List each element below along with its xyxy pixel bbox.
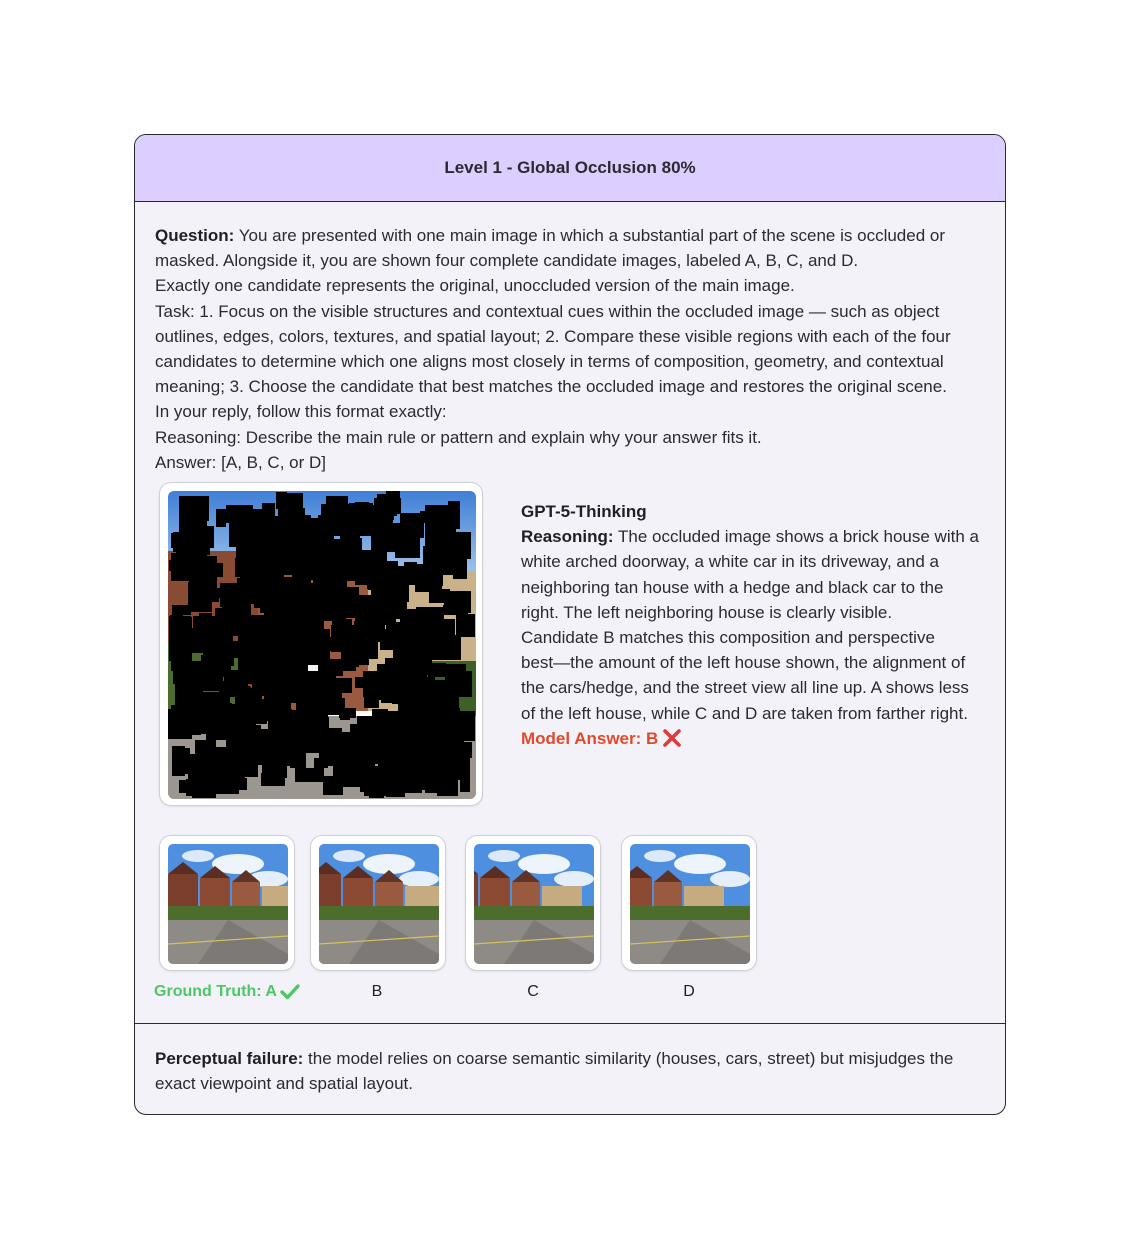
candidate-c bbox=[465, 835, 601, 971]
candidate-a-image bbox=[168, 844, 288, 964]
model-answer: Model Answer: B bbox=[521, 726, 682, 751]
model-response bbox=[521, 499, 997, 751]
candidate-d-image bbox=[630, 844, 750, 964]
level-title: Level 1 - Global Occlusion 80% bbox=[444, 158, 696, 177]
failure-note: Perceptual failure: the model relies on coarse semantic similarity (houses, cars, street) but misjudges the exact viewpoint and spatial layout. bbox=[155, 1049, 954, 1094]
question-line: outlines, edges, colors, textures, and spatial layout; 2. Compare these visible regions with each of the four bbox=[155, 326, 951, 346]
candidate-a bbox=[159, 835, 295, 971]
question-line: Reasoning: Describe the main rule or pattern and explain why your answer fits it. bbox=[155, 427, 762, 447]
candidate-b-image bbox=[319, 844, 439, 964]
occluded-image-frame bbox=[159, 482, 483, 806]
occluded-main-image bbox=[168, 491, 476, 799]
candidate-b-label: B bbox=[371, 983, 383, 1000]
ground-truth-label: Ground Truth: A bbox=[147, 983, 307, 1001]
question-line: In your reply, follow this format exactly: bbox=[155, 402, 447, 422]
question-line: Exactly one candidate represents the original, unoccluded version of the main image. bbox=[155, 276, 795, 296]
question-line: meaning; 3. Choose the candidate that best matches the occluded image and restores the original scene. bbox=[155, 377, 947, 397]
question-label: Question: bbox=[155, 226, 235, 245]
candidate-c-label: C bbox=[527, 983, 539, 1000]
model-name: GPT-5-Thinking bbox=[521, 502, 647, 521]
question-line: candidates to determine which one aligns most closely in terms of composition, geometry, and contextual bbox=[155, 352, 944, 372]
question-line: Task: 1. Focus on the visible structures and contextual cues within the occluded image — such as object bbox=[155, 301, 940, 321]
question-block bbox=[155, 223, 995, 475]
candidate-d bbox=[621, 835, 757, 971]
card-header bbox=[135, 135, 1005, 202]
candidate-b bbox=[310, 835, 446, 971]
candidate-d-label: D bbox=[683, 983, 695, 1000]
footer bbox=[135, 1023, 1005, 1115]
failure-label: Perceptual failure: bbox=[155, 1049, 304, 1068]
question-line: Question: You are presented with one main image in which a substantial part of the scene is occluded or bbox=[155, 226, 945, 245]
model-reasoning: Reasoning: The occluded image shows a brick house with a white arched doorway, a white car in its driveway, and a neighboring tan house with a hedge and black car to the right. The left neighboring house is clearly visible. Candidate B matches this composition and perspective best—the amount of the left house shown, the alignment of the cars/hedge, and the street view all line up. A shows less of the left house, while C and D are taken from farther right. bbox=[521, 527, 979, 723]
question-line: Answer: [A, B, C, or D] bbox=[155, 452, 326, 472]
candidate-c-image bbox=[474, 844, 594, 964]
reasoning-label: Reasoning: bbox=[521, 527, 614, 547]
question-line: masked. Alongside it, you are shown four complete candidate images, labeled A, B, C, and D. bbox=[155, 251, 859, 271]
cross-mark-icon bbox=[662, 728, 682, 748]
example-card bbox=[134, 134, 1006, 1115]
